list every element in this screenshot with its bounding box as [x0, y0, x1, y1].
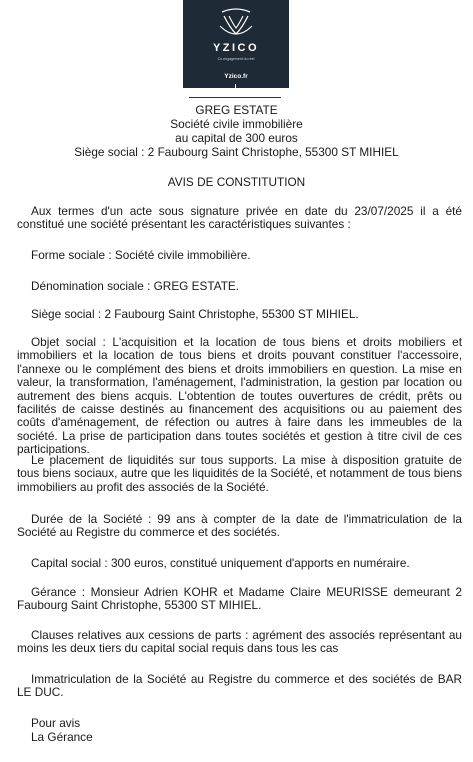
logo-divider — [235, 84, 236, 88]
yzico-logo — [183, 0, 289, 88]
gerance-paragraph: Gérance : Monsieur Adrien KOHR et Madame Claire MEURISSE demeurant 2 Faubourg Saint Christophe, 55300 ST MIHIEL. — [17, 585, 462, 613]
company-form: Société civile immobilière — [170, 117, 303, 131]
header-rule — [189, 97, 281, 98]
company-capital: au capital de 300 euros — [175, 131, 298, 145]
placement-paragraph: Le placement de liquidités sur tous supports. La mise à disposition gratuite de tous biens sociaux, autre que les liquidités de la Société, et notamment de tous biens immobiliers au profit des associés de la Société. — [17, 453, 462, 494]
company-siege: Siège social : 2 Faubourg Saint Christophe, 55300 ST MIHIEL — [74, 145, 399, 159]
company-name: GREG ESTATE — [195, 103, 278, 117]
capital-social: Capital social : 300 euros, constitué uniquement d'apports en numéraire. — [31, 556, 410, 570]
forme-sociale: Forme sociale : Société civile immobilière. — [31, 248, 251, 262]
yzico-emblem-icon — [218, 6, 254, 40]
intro-paragraph: Aux termes d'un acte sous signature privée en date du 23/07/2025 il a été constitué une société présentant les caractéristiques suivantes : — [17, 204, 462, 232]
logo-website: Yzico.fr — [224, 73, 248, 80]
signature: La Gérance — [31, 730, 93, 744]
objet-social-paragraph: Objet social : L'acquisition et la location de tous biens et droits mobiliers et immobiliers et la location de tous biens et droits pouvant constituer l'accessoire, l'annexe ou le complément des biens et droits immobiliers en question. La mise en valeur, la transformation, l'aménagement, l'administration, la gestion par location ou autrement des biens acquis. L'obtention de toutes ouvertures de crédit, prêts ou facilités de caisse destinés au financement des acquisitions ou au paiement des coûts d'aménagement, de réfection ou autres à faire dans les immeubles de la société. La prise de participation dans toutes sociétés et gestion à titre civil de ces participations. — [17, 335, 462, 457]
denomination-sociale: Dénomination sociale : GREG ESTATE. — [31, 279, 240, 293]
duree-paragraph: Durée de la Société : 99 ans à compter de la date de l'immatriculation de la Société au Registre du commerce et des sociétés. — [17, 512, 462, 540]
notice-title: AVIS DE CONSTITUTION — [167, 175, 306, 189]
siege-social: Siège social : 2 Faubourg Saint Christophe, 55300 ST MIHIEL. — [31, 307, 359, 321]
clauses-paragraph: Clauses relatives aux cessions de parts : agrément des associés représentant au moins les deux tiers du capital social requis dans tous les cas — [17, 628, 462, 656]
pour-avis: Pour avis — [31, 716, 81, 730]
logo-brand-name: YZICO — [212, 42, 260, 54]
logo-tagline: Co-engagement du réel — [217, 57, 255, 61]
immatriculation-paragraph: Immatriculation de la Société au Registre du commerce et des sociétés de BAR LE DUC. — [17, 672, 462, 700]
